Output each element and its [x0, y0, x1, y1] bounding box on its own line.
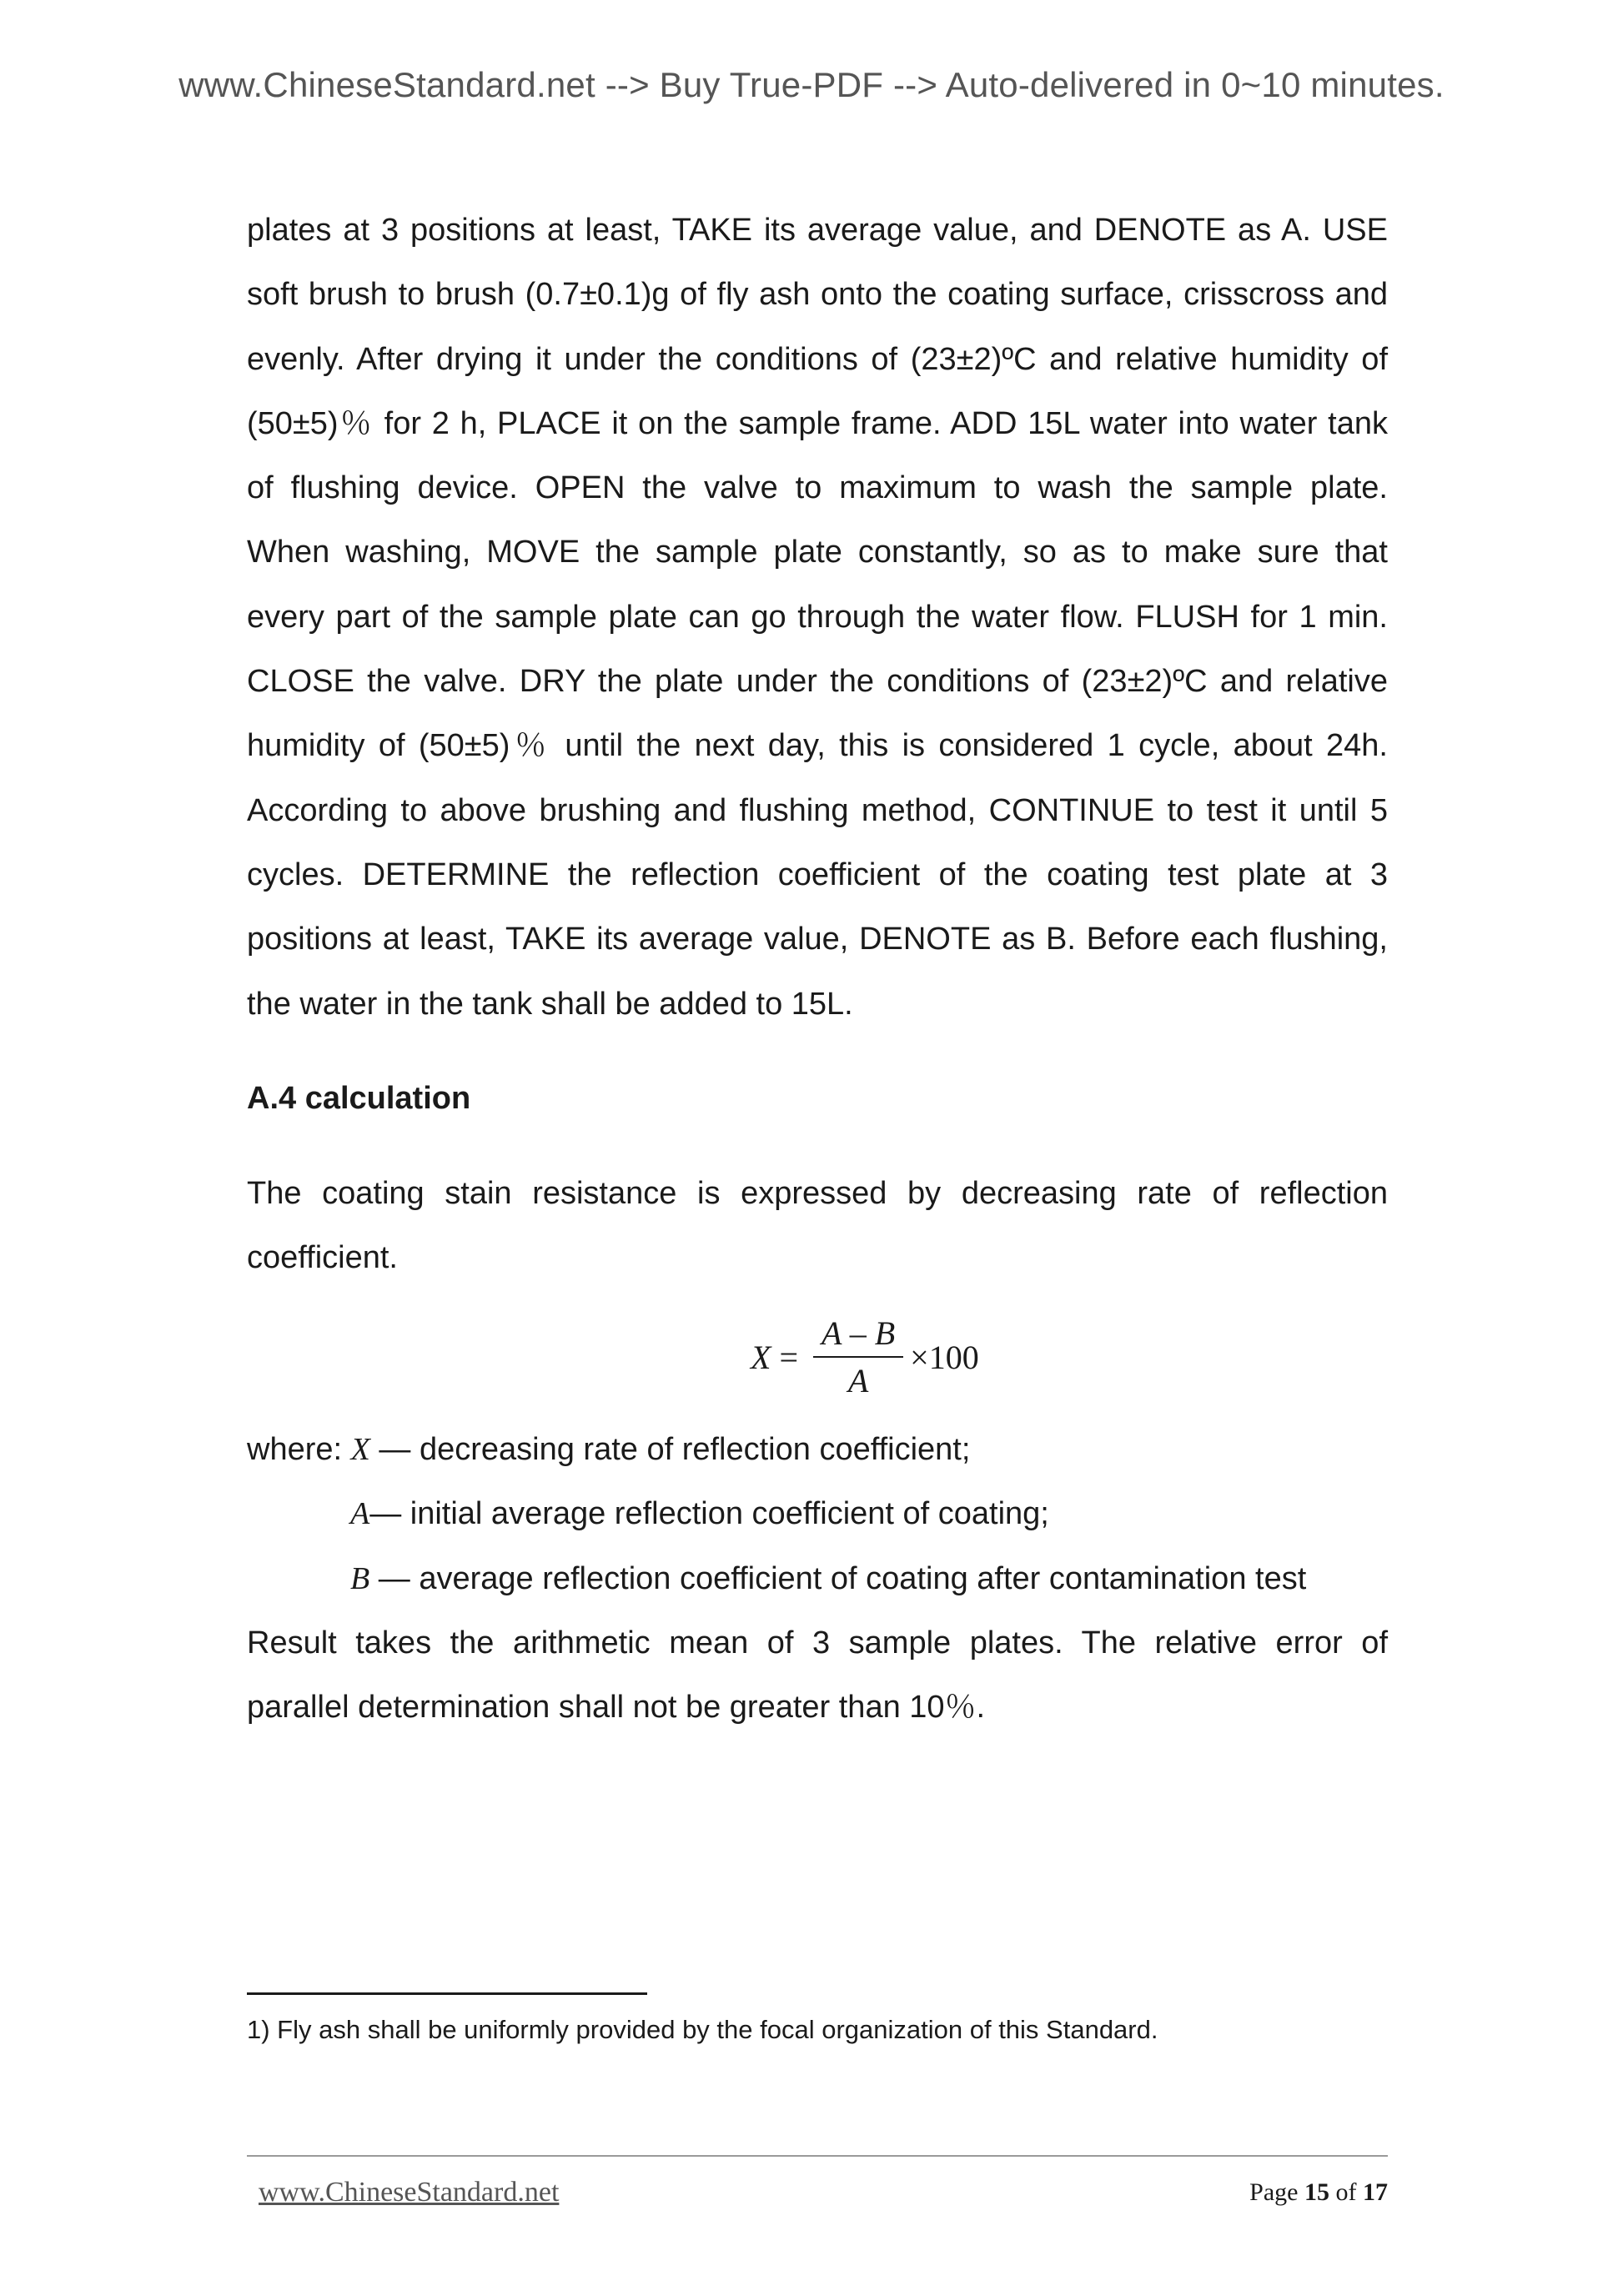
footer-link[interactable]: www.ChineseStandard.net — [259, 2177, 560, 2208]
where-label: where: — [247, 1432, 351, 1467]
paragraph-line: Result takes the arithmetic mean of 3 sample plates. The relative error of — [247, 1625, 1388, 1660]
footer-divider — [247, 2155, 1388, 2157]
formula-lhs: X — [751, 1338, 771, 1376]
formula-numerator: A – B — [822, 1314, 896, 1352]
paragraph-line: When washing, MOVE the sample plate constantly, so as to make sure that — [247, 535, 1388, 570]
paragraph-line: positions at least, TAKE its average value, DENOTE as B. Before each flushing, — [247, 922, 1388, 957]
page-prefix: Page — [1249, 2178, 1304, 2206]
where-desc-b: — average reflection coefficient of coating after contamination test — [369, 1560, 1307, 1596]
symbol-x: X — [350, 1432, 370, 1467]
paragraph-line: According to above brushing and flushing method, CONTINUE to test it until 5 — [247, 792, 1388, 828]
formula-multiplier: ×100 — [910, 1338, 979, 1376]
paragraph-line: coefficient. — [247, 1240, 398, 1276]
where-item-b — [247, 1547, 1388, 1611]
paragraph-line: humidity of (50±5)％ until the next day, this is considered 1 cycle, about 24h. — [247, 728, 1388, 764]
footnote-divider — [247, 1992, 647, 1995]
paragraph-line: of flushing device. OPEN the valve to maximum to wash the sample plate. — [247, 470, 1388, 506]
where-desc-x: — decreasing rate of reflection coefficient; — [369, 1432, 971, 1467]
symbol-b: B — [350, 1560, 370, 1596]
symbol-a: A — [350, 1496, 370, 1532]
where-desc-a: — initial average reflection coefficient of coating; — [369, 1496, 1049, 1532]
paragraph-line: cycles. DETERMINE the reflection coefficient of the coating test plate at 3 — [247, 857, 1388, 892]
where-item-a — [247, 1482, 1388, 1546]
header-banner[interactable]: www.ChineseStandard.net --> Buy True-PDF --> Auto-delivered in 0~10 minutes. — [178, 65, 1445, 104]
formula-denominator: A — [847, 1362, 869, 1399]
body-paragraph-3 — [247, 1611, 1388, 1741]
paragraph-line: evenly. After drying it under the conditions of (23±2)ºC and relative humidity of — [247, 341, 1388, 377]
paragraph-line: parallel determination shall not be greater than 10％. — [247, 1690, 986, 1726]
formula-equals: = — [779, 1338, 798, 1376]
formula-fraction — [813, 1314, 903, 1400]
paragraph-line: plates at 3 positions at least, TAKE its average value, and DENOTE as A. USE — [247, 213, 1388, 248]
paragraph-line: the water in the tank shall be added to 15L. — [247, 986, 853, 1022]
where-list — [247, 1418, 1388, 1611]
body-paragraph-2 — [247, 1162, 1388, 1291]
footnote: 1) Fly ash shall be uniformly provided by the focal organization of this Standard. — [247, 2015, 1158, 2044]
paragraph-line: The coating stain resistance is expressed by decreasing rate of reflection — [247, 1176, 1388, 1211]
formula — [751, 1311, 979, 1403]
page-current: 15 — [1304, 2178, 1329, 2206]
paragraph-line: soft brush to brush (0.7±0.1)g of fly ash onto the coating surface, crisscross and — [247, 277, 1388, 313]
page-number — [1249, 2178, 1388, 2207]
paragraph-line: CLOSE the valve. DRY the plate under the conditions of (23±2)ºC and relative — [247, 664, 1388, 700]
page-of: of — [1329, 2178, 1363, 2206]
section-heading: A.4 calculation — [247, 1081, 471, 1116]
where-item-x — [247, 1418, 1388, 1482]
page-total: 17 — [1363, 2178, 1388, 2206]
body-paragraph-1 — [247, 198, 1388, 1037]
paragraph-line: (50±5)％ for 2 h, PLACE it on the sample frame. ADD 15L water into water tank — [247, 405, 1388, 441]
paragraph-line: every part of the sample plate can go through the water flow. FLUSH for 1 min. — [247, 599, 1388, 635]
